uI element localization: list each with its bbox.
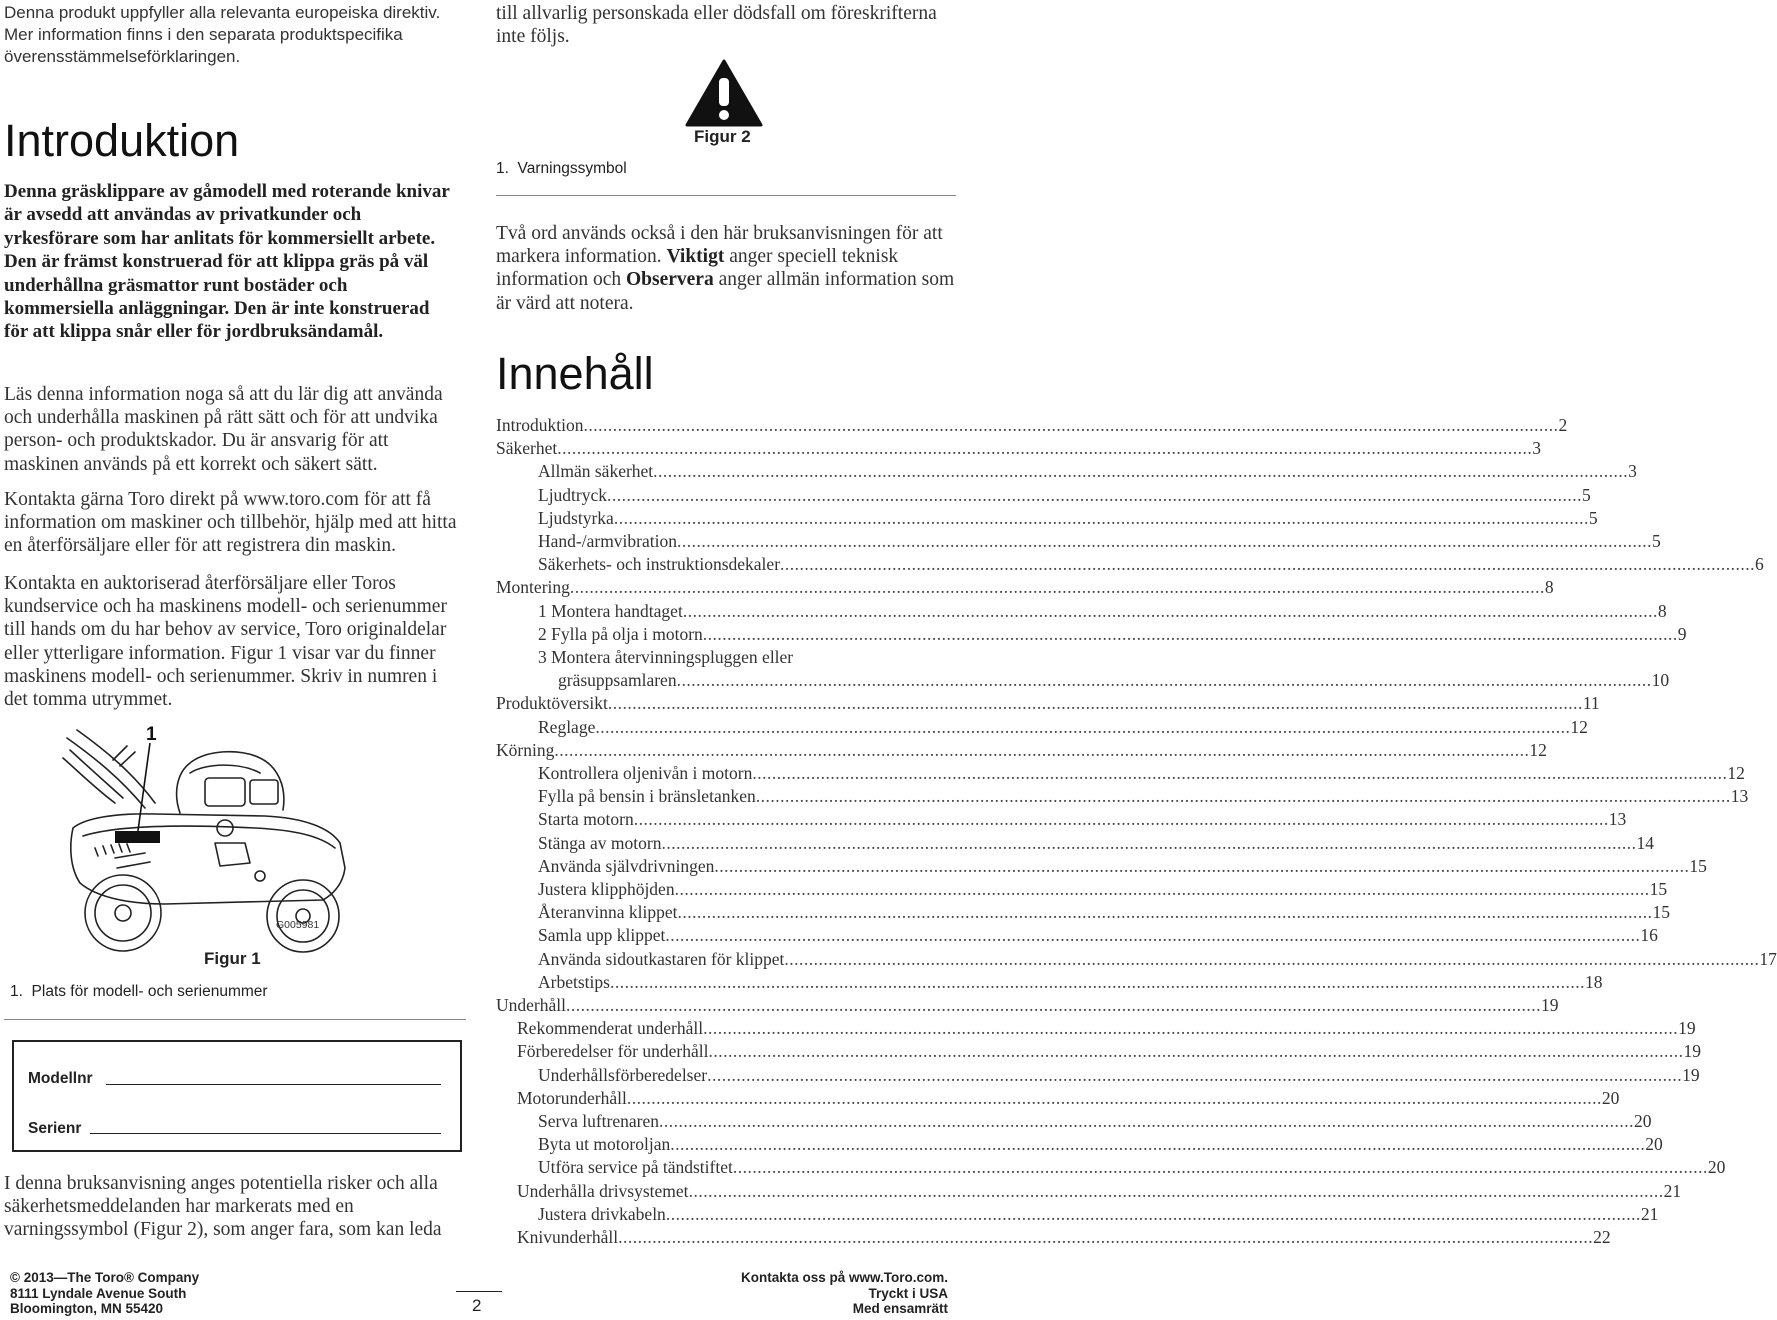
toc-entry-leader: ........................................................................................................................................................................................................ <box>613 507 1589 528</box>
toc-entry-leader: ........................................................................................................................................................................................................ <box>732 1157 1708 1178</box>
toc-entry[interactable] <box>538 716 1588 739</box>
toc-entry-label: 2 Fylla på olja i motorn <box>538 623 703 644</box>
toc-entry-leader: ........................................................................................................................................................................................................ <box>784 948 1760 969</box>
toc-entry-leader: ........................................................................................................................................................................................................ <box>626 1087 1602 1108</box>
toc-entry-label: Montering <box>496 577 570 598</box>
serial-number-field[interactable] <box>90 1133 441 1134</box>
signal-words-paragraph <box>496 222 956 315</box>
toc-entry-leader: ........................................................................................................................................................................................................ <box>569 577 1545 598</box>
model-number-field[interactable] <box>106 1084 441 1085</box>
toc-entry-leader: ........................................................................................................................................................................................................ <box>658 1111 1634 1131</box>
toc-entry-leader: ........................................................................................................................................................................................................ <box>609 971 1585 992</box>
toc-entry-page: 8 <box>1657 600 1667 621</box>
toc-entry[interactable] <box>517 1017 1696 1040</box>
toc-entry-leader: ........................................................................................................................................................................................................ <box>607 484 1583 505</box>
toc-entry-leader: ........................................................................................................................................................................................................ <box>565 995 1541 1015</box>
toc-heading: Innehåll <box>496 348 654 399</box>
model-serial-box <box>12 1040 462 1152</box>
toc-entry[interactable] <box>538 878 1668 901</box>
toc-entry-label: Körning <box>496 739 555 760</box>
toc-entry[interactable] <box>538 1133 1663 1156</box>
toc-entry[interactable] <box>496 576 1554 599</box>
toc-entry-page: 15 <box>1689 855 1707 876</box>
toc-entry-leader: ........................................................................................................................................................................................................ <box>708 1041 1684 1062</box>
toc-entry-leader: ........................................................................................................................................................................................................ <box>607 693 1583 714</box>
toc-entry-leader: ........................................................................................................................................................................................................ <box>676 531 1652 551</box>
toc-entry[interactable] <box>558 669 1670 692</box>
toc-entry[interactable] <box>538 1064 1700 1087</box>
warning-triangle-icon <box>684 58 764 128</box>
toc-entry-page: 17 <box>1759 948 1777 969</box>
figure1-divider <box>4 1019 466 1020</box>
toc-entry-page: 5 <box>1588 507 1598 528</box>
toc-entry-page: 21 <box>1663 1180 1682 1201</box>
toc-entry-page: 15 <box>1652 902 1670 923</box>
model-number-label: Modellnr <box>28 1070 93 1087</box>
toc-entry-label: Samla upp klippet <box>538 925 666 946</box>
footer-contact-block <box>741 1270 948 1317</box>
figure1-callout-number: 1 <box>146 724 157 745</box>
toc-entry-page: 14 <box>1636 832 1654 853</box>
toc-entry-label: Knivunderhåll <box>517 1227 619 1247</box>
toc-entry-leader: ........................................................................................................................................................................................................ <box>677 902 1653 923</box>
figure2-divider <box>496 195 956 196</box>
toc-entry-label: Kontrollera oljenivån i motorn <box>538 763 753 783</box>
toc-entry-label: Produktöversikt <box>496 693 608 714</box>
toc-entry-leader: ........................................................................................................................................................................................................ <box>755 786 1731 807</box>
signal-words-end: anger allmän information som är värd att notera. <box>496 269 955 314</box>
toc-entry[interactable] <box>538 1110 1652 1133</box>
toc-entry-leader: ........................................................................................................................................................................................................ <box>780 554 1756 575</box>
footer-publisher <box>10 1270 199 1317</box>
toc-entry-label: Hand-/armvibration <box>538 531 677 551</box>
toc-entry-leader: ........................................................................................................................................................................................................ <box>682 600 1658 621</box>
toc-entry-label: Säkerhet <box>496 438 558 459</box>
toc-entry-leader: ........................................................................................................................................................................................................ <box>583 415 1559 435</box>
toc-entry-page: 19 <box>1678 1018 1696 1039</box>
toc-entry-page: 10 <box>1651 670 1670 691</box>
toc-entry[interactable] <box>538 948 1777 971</box>
toc-entry[interactable] <box>496 414 1568 437</box>
toc-entry-page: 12 <box>1570 716 1588 737</box>
toc-entry-page: 5 <box>1651 531 1661 551</box>
toc-entry-page: 13 <box>1608 809 1627 830</box>
toc-entry-page: 5 <box>1582 484 1591 505</box>
toc-entry-label: Använda självdrivningen <box>538 855 715 876</box>
toc-entry[interactable] <box>517 1180 1682 1203</box>
page-number: 2 <box>472 1296 482 1315</box>
toc-entry-page: 20 <box>1707 1157 1726 1178</box>
toc-entry-leader: ........................................................................................................................................................................................................ <box>703 1018 1679 1039</box>
toc-entry-label: Rekommenderat underhåll <box>517 1018 704 1039</box>
toc-entry-page: 20 <box>1601 1087 1620 1108</box>
toc-entry-label: Säkerhets- och instruktionsdekaler <box>538 554 781 575</box>
toc-entry-page: 18 <box>1584 971 1603 992</box>
toc-entry[interactable] <box>538 553 1764 576</box>
toc-entry[interactable] <box>538 460 1637 483</box>
toc-entry-label: Motorunderhåll <box>517 1087 627 1108</box>
toc-entry-page: 8 <box>1544 577 1554 598</box>
toc-entry-label: Stänga av motorn <box>538 832 662 853</box>
toc-entry-page: 22 <box>1593 1227 1611 1247</box>
toc-entry-label: 3 Montera återvinningspluggen eller <box>538 647 794 667</box>
toc-entry[interactable] <box>538 646 956 669</box>
signal-word-viktigt: Viktigt <box>666 246 725 268</box>
toc-entry-leader: ........................................................................................................................................................................................................ <box>707 1064 1683 1085</box>
toc-entry[interactable] <box>517 1040 1701 1063</box>
toc-entry[interactable] <box>538 924 1658 947</box>
toc-entry[interactable] <box>538 530 1661 553</box>
toc-entry[interactable] <box>496 437 1541 460</box>
toc-entry-label: Återanvinna klippet <box>538 902 678 923</box>
toc-entry-leader: ........................................................................................................................................................................................................ <box>653 461 1629 482</box>
introduction-bold-paragraph: Denna gräsklippare av gåmodell med roterande knivar är avsedd att användas av privatkunder och yrkesförare som har anlitats för kommersiellt arbete. Den är främst konstruerad för att klippa gräs på väl underhållna gräsmattor runt bostäder och kommersiella anläggningar. Den är inte konstruerad för att klippa snår eller för jordbruksändamål. <box>4 181 450 343</box>
toc-entry[interactable] <box>538 762 1745 785</box>
model-serial-paragraph: Kontakta en auktoriserad återförsäljare eller Toros kundservice och ha maskinens modell- och serienummer till hands om du har behov av service, Toro originaldelar eller ytterligare information. Figur 1 visar var du finner maskinens modell- och serienummer. Skriv in numren i det tomma utrymmet. <box>4 573 447 711</box>
toc-entry-label: Fylla på bensin i bränsletanken <box>538 786 756 807</box>
figure1-code: G005981 <box>276 919 320 931</box>
toc-entry-label: Utföra service på tändstiftet <box>538 1157 733 1178</box>
signal-word-observera: Observera <box>625 269 714 291</box>
toc-entry[interactable] <box>538 507 1598 530</box>
toc-entry-label: Underhållsförberedelser <box>538 1064 708 1085</box>
serial-plate-marker <box>115 831 160 843</box>
toc-entry-page: 20 <box>1645 1134 1663 1155</box>
figure1-caption: Figur 1 <box>204 949 261 968</box>
toc-entry-leader: ........................................................................................................................................................................................................ <box>714 855 1690 876</box>
toc-entry-leader: ........................................................................................................................................................................................................ <box>665 1203 1641 1224</box>
toc-entry-label: Arbetstips <box>538 971 610 992</box>
toc-entry-page: 19 <box>1683 1041 1701 1062</box>
toc-entry-page: 20 <box>1633 1111 1652 1131</box>
toc-entry-label: Justera klipphöjden <box>538 879 675 899</box>
toc-entry[interactable] <box>538 484 1591 507</box>
toc-entry[interactable] <box>538 1156 1726 1179</box>
toc-entry[interactable] <box>538 901 1670 924</box>
toc-entry-page: 11 <box>1582 693 1600 714</box>
toc-entry-page: 2 <box>1558 415 1568 435</box>
footer-rights: Med ensamrätt <box>852 1301 948 1316</box>
toc-entry[interactable] <box>538 855 1707 878</box>
toc-entry-label: Underhålla drivsystemet <box>517 1180 689 1201</box>
toc-entry-label: Byta ut motoroljan <box>538 1134 671 1155</box>
toc-entry[interactable] <box>496 739 1547 762</box>
figure2-legend: 1. Varningssymbol <box>496 160 627 177</box>
toc-entry-label: Använda sidoutkastaren för klippet <box>538 948 785 969</box>
toc-entry[interactable] <box>538 832 1654 855</box>
toc-entry-leader: ........................................................................................................................................................................................................ <box>702 623 1678 644</box>
toc-entry-label: Förberedelser för underhåll <box>517 1041 709 1062</box>
toc-entry-label: Introduktion <box>496 415 584 435</box>
toc-entry-leader: ........................................................................................................................................................................................................ <box>688 1180 1664 1201</box>
warning-continuation: till allvarlig personskada eller dödsfall om föreskrifterna inte följs. <box>496 3 937 48</box>
footer-page-rule <box>456 1291 502 1292</box>
toc-entry-page: 19 <box>1682 1064 1700 1085</box>
toc-entry-leader: ........................................................................................................................................................................................................ <box>674 879 1650 899</box>
toc-entry[interactable] <box>538 971 1603 994</box>
contact-toro-paragraph: Kontakta gärna Toro direkt på www.toro.com för att få information om maskiner och tillbehör, hjälp med att hitta en återförsäljare eller för att registrera din maskin. <box>4 489 457 557</box>
toc-entry-leader: ........................................................................................................................................................................................................ <box>752 763 1728 783</box>
read-instructions-paragraph: Läs denna information noga så att du lär dig att använda och underhålla maskinen på rätt sätt och för att undvika person- och produktskador. Du är ansvarig för att maskinen används på ett korrekt och säkert sätt. <box>4 384 443 475</box>
toc-entry[interactable] <box>538 785 1749 808</box>
footer-copyright: © 2013—The Toro® Company <box>10 1270 200 1285</box>
toc-entry-leader: ........................................................................................................................................................................................................ <box>661 832 1637 853</box>
toc-entry-page: 15 <box>1649 879 1668 899</box>
toc-entry[interactable] <box>538 600 1667 623</box>
risk-paragraph: I denna bruksanvisning anges potentiella risker och alla säkerhetsmeddelanden har markerats med en varningssymbol (Figur 2), som anger fara, som kan leda <box>4 1173 442 1241</box>
toc-entry[interactable] <box>517 1226 1611 1249</box>
toc-entry-label: Ljudtryck <box>538 484 608 505</box>
toc-entry-label: Ljudstyrka <box>538 507 614 528</box>
compliance-notice: Denna produkt uppfyller alla relevanta europeiska direktiv. Mer information finns i den separata produktspecifika överensstämmelseförklaringen. <box>4 3 441 66</box>
footer-address-line2: Bloomington, MN 55420 <box>10 1301 164 1316</box>
toc-entry-leader: ........................................................................................................................................................................................................ <box>618 1227 1594 1247</box>
toc-entry-leader: ........................................................................................................................................................................................................ <box>665 925 1641 946</box>
toc-entry[interactable] <box>538 623 1687 646</box>
toc-entry-page: 16 <box>1640 925 1658 946</box>
toc-entry-label: 1 Montera handtaget <box>538 600 683 621</box>
toc-entry[interactable] <box>538 1203 1659 1226</box>
toc-entry-leader: ........................................................................................................................................................................................................ <box>670 1134 1646 1155</box>
footer-address-line1: 8111 Lyndale Avenue South <box>10 1285 187 1301</box>
toc-entry-page: 3 <box>1532 438 1541 459</box>
footer-printed: Tryckt i USA <box>868 1285 948 1301</box>
toc-entry-page: 13 <box>1730 786 1749 807</box>
toc-entry[interactable] <box>496 994 1559 1017</box>
toc-entry-page: 12 <box>1727 763 1745 783</box>
toc-entry[interactable] <box>517 1087 1620 1110</box>
toc-entry-label: Underhåll <box>496 995 566 1015</box>
figure1-legend: 1. Plats för modell- och serienummer <box>10 983 268 1000</box>
toc-entry-label: gräsuppsamlaren <box>558 670 677 691</box>
toc-entry-leader: ........................................................................................................................................................................................................ <box>633 809 1609 830</box>
toc-entry-page: 21 <box>1640 1203 1659 1224</box>
toc-entry-page: 3 <box>1628 461 1637 482</box>
toc-entry-label: Starta motorn <box>538 809 634 830</box>
front-wheel <box>85 875 161 951</box>
figure2-caption: Figur 2 <box>694 127 751 146</box>
toc-entry-label: Justera drivkabeln <box>538 1203 666 1224</box>
signal-words-intro: Två ord används också i den här bruksanvisningen för att markera information. <box>496 223 943 268</box>
toc-entry[interactable] <box>496 692 1600 715</box>
toc-entry-page: 6 <box>1755 554 1764 575</box>
toc-entry-label: Reglage <box>538 716 596 737</box>
toc-entry-label: Serva luftrenaren <box>538 1111 659 1131</box>
toc-entry-page: 9 <box>1677 623 1687 644</box>
signal-words-mid: anger speciell teknisk information och <box>496 246 899 291</box>
toc-entry-leader: ........................................................................................................................................................................................................ <box>557 438 1533 459</box>
toc-entry[interactable] <box>538 808 1627 831</box>
serial-number-label: Serienr <box>28 1120 82 1137</box>
toc-entry-leader: ........................................................................................................................................................................................................ <box>676 670 1652 691</box>
toc-entry-label: Allmän säkerhet <box>538 461 654 482</box>
toc-entry-page: 19 <box>1540 995 1559 1015</box>
toc-entry-leader: ........................................................................................................................................................................................................ <box>554 739 1530 760</box>
introduction-heading: Introduktion <box>4 115 240 166</box>
toc-entry-leader: ........................................................................................................................................................................................................ <box>595 716 1571 737</box>
footer-contact: Kontakta oss på www.Toro.com. <box>740 1270 948 1285</box>
toc-entry-page: 12 <box>1529 739 1547 760</box>
